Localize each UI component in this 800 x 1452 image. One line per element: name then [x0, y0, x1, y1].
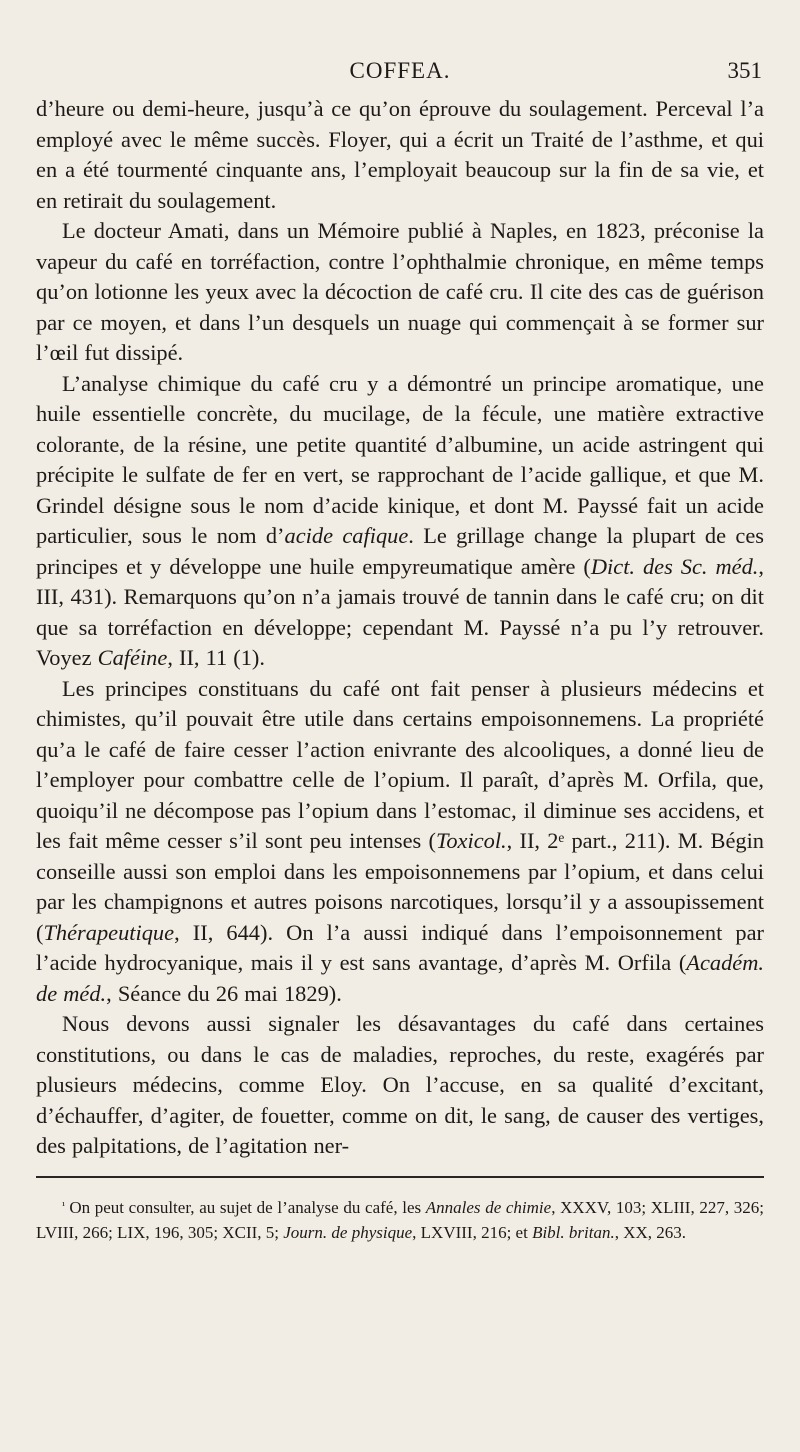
page-number: 351 [727, 58, 762, 83]
italic-text: Dict. des Sc. méd. [590, 553, 759, 579]
footnote-marker: ¹ [62, 1199, 66, 1212]
italic-text: Caféine [97, 645, 168, 670]
text-run: , XX, 263. [614, 1222, 687, 1242]
footnote-text [36, 1198, 764, 1242]
running-title: COFFEA. [349, 58, 451, 83]
italic-text: Thérapeutique [43, 919, 175, 945]
body-text [36, 94, 764, 1162]
text-run: Nous devons aussi signaler les désavantages du café dans certaines constitutions, ou dans le cas de maladies, reproches, du reste, exagérés par plusieurs médecins, comme Eloy. On l’accuse, en sa qualité d’excitant, d’échauffer, d’agiter, de fouetter, comme on dit, le sang, de causer des vertiges, des palpitations, de l’agitation ner- [36, 1011, 764, 1158]
italic-text: acide cafique [284, 523, 409, 548]
italic-text: Académ. de méd. [36, 950, 764, 1006]
text-run: , XXXV, 103; XLIII, 227, 326; LVIII, 266; LIX, 196, 305; XCII, 5; [36, 1197, 764, 1242]
text-run: , II, 644). On l’a aussi indiqué dans l’empoisonnement par l’acide hydrocyanique, mais il y est sans avantage, d’après M. Orfila ( [36, 919, 764, 975]
text-run: . Le grillage change la plupart de ces principes et y développe une huile empyreumatique amère ( [36, 523, 764, 579]
text-run: , II, 11 (1). [167, 645, 265, 670]
footnote-rule [36, 1176, 764, 1178]
text-run: , II, 2ᵉ part., 211). M. Bégin conseille aussi son emploi dans les empoisonnemens par l’opium, et dans celui par les champignons et autres poisons narcotiques, lorsqu’il y a assoupissement ( [36, 828, 764, 945]
footnote [36, 1194, 764, 1245]
italic-text: Journ. de physique [283, 1222, 413, 1242]
paragraph [36, 674, 764, 1010]
paragraph [36, 94, 764, 216]
text-run: d’heure ou demi-heure, jusqu’à ce qu’on éprouve du soulagement. Perceval l’a employé avec le même succès. Floyer, qui a écrit un Traité de l’asthme, et qui en a été tourmenté cinquante ans, l’employait beaucoup sur la fin de sa vie, et en retirait du soulagement. [36, 96, 764, 213]
text-run: Les principes constituans du café ont fait penser à plusieurs médecins et chimistes, qu’il pouvait être utile dans certains empoisonnemens. La propriété qu’a le café de faire cesser l’action enivrante des alcooliques, a donné lieu de l’employer pour combattre celle de l’opium. Il paraît, d’après M. Orfila, que, quoiqu’il ne décompose pas l’opium dans l’estomac, il diminue ses accidens, et les fait même cesser s’il sont peu intenses ( [36, 675, 764, 853]
text-run: , III, 431). Remarquons qu’on n’a jamais trouvé de tannin dans le café cru; on dit que sa torréfaction en développe; cependant M. Payssé n’a pu l’y retrouver. Voyez [36, 553, 765, 670]
paragraph [36, 1009, 764, 1162]
italic-text: Toxicol. [435, 828, 507, 853]
text-run: , Séance du 26 mai 1829). [106, 980, 342, 1006]
italic-text: Bibl. britan. [532, 1222, 615, 1242]
text-run: Le docteur Amati, dans un Mémoire publié à Naples, en 1823, préconise la vapeur du café en torréfaction, contre l’ophthalmie chronique, en même temps qu’on lotionne les yeux avec la décoction de café cru. Il cite des cas de guérison par ce moyen, et dans l’un desquels un nuage qui commençait à se former sur l’œil fut dissipé. [36, 218, 764, 365]
paragraph [36, 369, 764, 674]
italic-text: Annales de chimie [425, 1197, 552, 1217]
running-head [36, 58, 764, 94]
text-run: On peut consulter, au sujet de l’analyse du café, les [69, 1197, 426, 1217]
text-run: L’analyse chimique du café cru y a démontré un principe aromatique, une huile essentielle concrète, du mucilage, de la fécule, une matière extractive colorante, de la résine, une petite quantité d’albumine, un acide astringent qui précipite le sulfate de fer en vert, se rapprochant de l’acide gallique, et que M. Grindel désigne sous le nom d’acide kinique, et dont M. Payssé fait un acide particulier, sous le nom d’ [36, 370, 764, 548]
paragraph [36, 216, 764, 369]
text-run: , LXVIII, 216; et [412, 1222, 533, 1242]
